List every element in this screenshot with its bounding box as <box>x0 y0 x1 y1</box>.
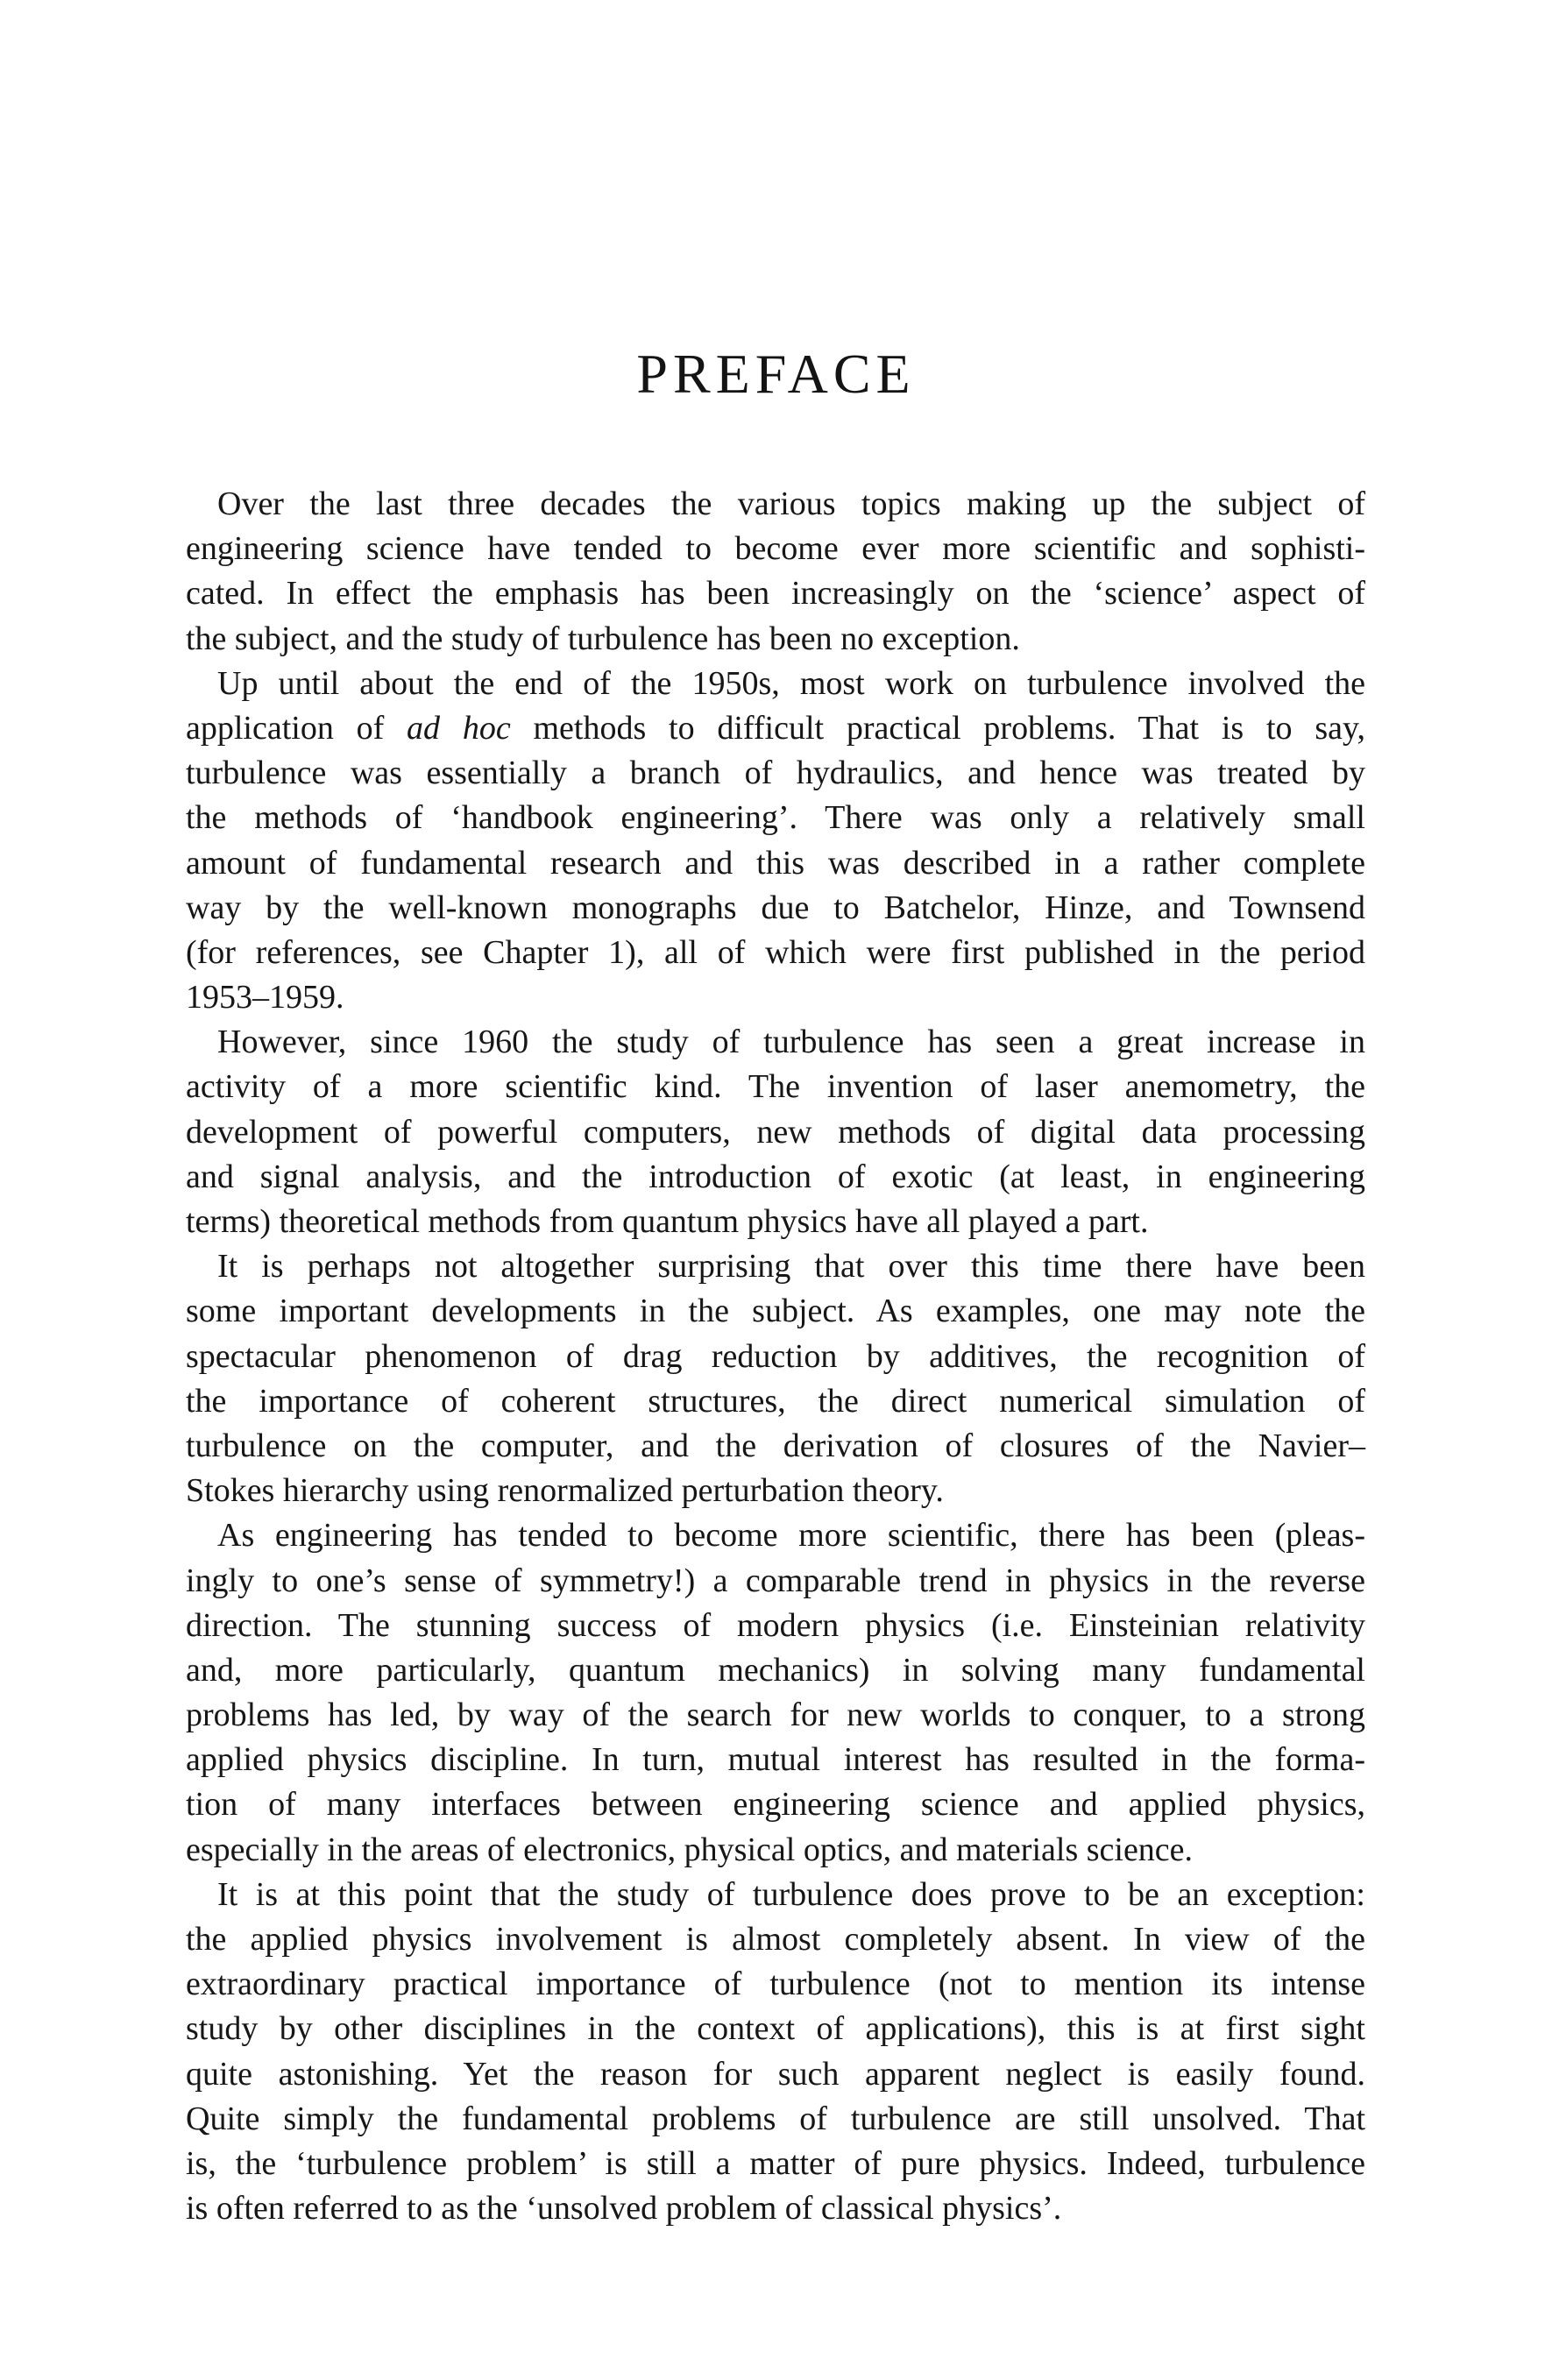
text-line: engineering science have tended to become ever more scientific and sophisti- <box>186 530 1365 568</box>
text-line: ingly to one’s sense of symmetry!) a comparable trend in physics in the reverse <box>186 1562 1365 1599</box>
body-text <box>186 482 1365 2231</box>
paragraph-1 <box>186 482 1365 662</box>
text-line: is often referred to as the ‘unsolved problem of classical physics’. <box>186 2190 1062 2228</box>
paragraph-6 <box>186 1873 1365 2232</box>
paragraph-5 <box>186 1513 1365 1873</box>
text-line: the applied physics involvement is almost completely absent. In view of the <box>186 1921 1365 1958</box>
text-line: Quite simply the fundamental problems of turbulence are still unsolved. That <box>186 2100 1365 2137</box>
text-line: and signal analysis, and the introduction of exotic (at least, in engineering <box>186 1158 1365 1195</box>
text-line: some important developments in the subject. As examples, one may note the <box>186 1293 1365 1330</box>
text-line: tion of many interfaces between engineering science and applied physics, <box>186 1786 1365 1824</box>
text-line: It is at this point that the study of turbulence does prove to be an exception: <box>217 1875 1365 1913</box>
text-line: amount of fundamental research and this was described in a rather complete <box>186 844 1365 882</box>
text-line: Stokes hierarchy using renormalized perturbation theory. <box>186 1472 944 1510</box>
paragraph-3 <box>186 1020 1365 1244</box>
text-run: methods to difficult practical problems. That is to say, <box>510 709 1365 747</box>
text-run: application of <box>186 709 407 747</box>
text-line: 1953–1959. <box>186 979 344 1016</box>
text-line: It is perhaps not altogether surprising that over this time there have been <box>217 1248 1365 1286</box>
text-line: Over the last three decades the various topics making up the subject of <box>217 485 1365 522</box>
text-line: (for references, see Chapter 1), all of which were first published in the period <box>186 933 1365 971</box>
text-line: However, since 1960 the study of turbulence has seen a great increase in <box>217 1024 1365 1061</box>
text-line: problems has led, by way of the search for new worlds to conquer, to a strong <box>186 1696 1365 1734</box>
text-line: the subject, and the study of turbulence has been no exception. <box>186 620 1020 657</box>
text-line: way by the well-known monographs due to Batchelor, Hinze, and Townsend <box>186 889 1365 926</box>
text-line: Up until about the end of the 1950s, most work on turbulence involved the <box>217 664 1365 702</box>
text-line: is, the ‘turbulence problem’ is still a matter of pure physics. Indeed, turbulence <box>186 2144 1365 2182</box>
paragraph-4 <box>186 1244 1365 1513</box>
text-line: turbulence on the computer, and the derivation of closures of the Navier– <box>186 1427 1365 1464</box>
text-line <box>186 706 1365 751</box>
text-line: applied physics discipline. In turn, mutual interest has resulted in the forma- <box>186 1741 1365 1779</box>
text-line: As engineering has tended to become more scientific, there has been (pleas- <box>217 1517 1365 1555</box>
text-line: terms) theoretical methods from quantum physics have all played a part. <box>186 1203 1149 1240</box>
text-line: extraordinary practical importance of turbulence (not to mention its intense <box>186 1966 1365 2003</box>
text-line: spectacular phenomenon of drag reduction by additives, the recognition of <box>186 1337 1365 1375</box>
text-line: the methods of ‘handbook engineering’. There was only a relatively small <box>186 799 1365 837</box>
text-line: and, more particularly, quantum mechanics) in solving many fundamental <box>186 1651 1365 1689</box>
text-line: the importance of coherent structures, the direct numerical simulation of <box>186 1382 1365 1420</box>
paragraph-2 <box>186 662 1365 1021</box>
text-line: cated. In effect the emphasis has been increasingly on the ‘science’ aspect of <box>186 575 1365 613</box>
text-line: quite astonishing. Yet the reason for such apparent neglect is easily found. <box>186 2055 1365 2093</box>
text-line: especially in the areas of electronics, physical optics, and materials science. <box>186 1831 1194 1868</box>
text-line: turbulence was essentially a branch of hydraulics, and hence was treated by <box>186 754 1365 792</box>
text-line: study by other disciplines in the context of applications), this is at first sight <box>186 2010 1365 2048</box>
text-line: direction. The stunning success of modern physics (i.e. Einsteinian relativity <box>186 1606 1365 1644</box>
text-line: development of powerful computers, new methods of digital data processing <box>186 1113 1365 1151</box>
page-title: PREFACE <box>636 343 916 405</box>
italic-phrase: ad hoc <box>407 709 511 747</box>
text-line: activity of a more scientific kind. The invention of laser anemometry, the <box>186 1068 1365 1106</box>
